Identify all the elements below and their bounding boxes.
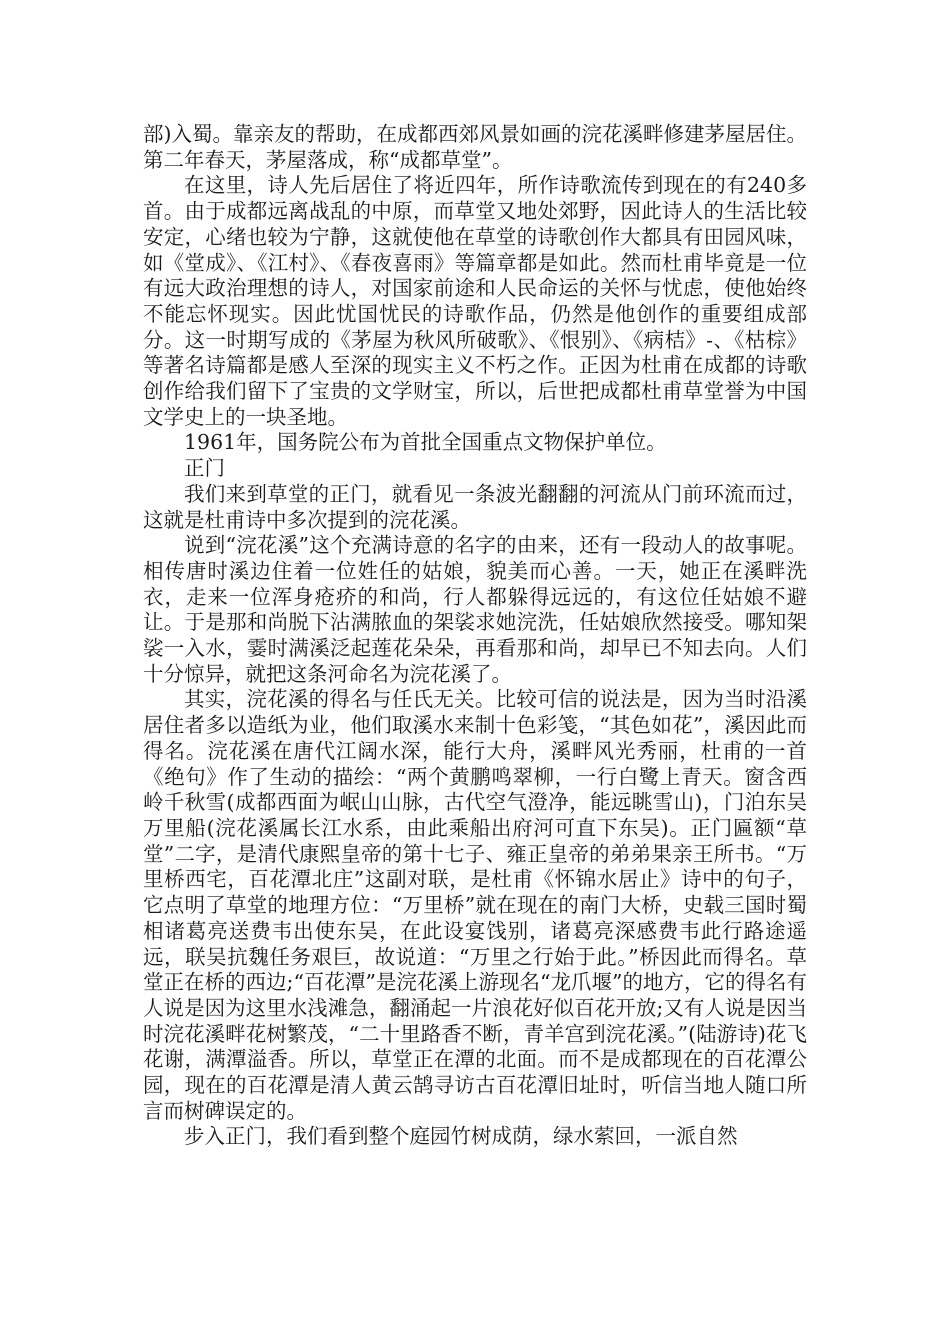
paragraph-continuation: 部)入蜀。靠亲友的帮助，在成都西郊风景如画的浣花溪畔修建茅屋居住。第二年春天，茅屋落成，称“成都草堂”。 bbox=[143, 122, 807, 172]
paragraph-huanhua-origin: 其实，浣花溪的得名与任氏无关。比较可信的说法是，因为当时沿溪居住者多以造纸为业，他们取溪水来制十色彩笺，“其色如花”，溪因此而得名。浣花溪在唐代江阔水深，能行大舟，溪畔风光秀丽，杜甫的一首《绝句》作了生动的描绘：“两个黄鹏鸣翠柳，一行白鹭上青天。窗含西岭千秋雪(成都西面为岷山山脉，古代空气澄净，能远眺雪山)，门泊东吴万里船(浣花溪属长江水系，由此乘船出府河可直下东吴)。正门匾额“草堂”二字，是清代康熙皇帝的第十七子、雍正皇帝的弟弟果亲王所书。“万里桥西宅，百花潭北庄”这副对联，是杜甫《怀锦水居止》诗中的句子，它点明了草堂的地理方位：“万里桥”就在现在的南门大桥，史载三国时蜀相诸葛亮送费韦出使东吴，在此设宴饯别，诸葛亮深感费韦此行路途遥远，联吴抗魏任务艰巨，故说道：“万里之行始于此。”桥因此而得名。草堂正在桥的西边;“百花潭”是浣花溪上游现名“龙爪堰”的地方，它的得名有人说是因为这里水浅滩急，翻涌起一片浪花好似百花开放;又有人说是因当时浣花溪畔花树繁茂，“二十里路香不断，青羊宫到浣花溪。”(陆游诗)花飞花谢，满潭溢香。所以，草堂正在潭的北面。而不是成都现在的百花潭公园，现在的百花潭是清人黄云鹄寻访古百花潭旧址时，听信当地人随口所言而树碑误定的。 bbox=[143, 687, 807, 1123]
paragraph-residence: 在这里，诗人先后居住了将近四年，所作诗歌流传到现在的有240多首。由于成都远离战乱的中原，而草堂又地处郊野，因此诗人的生活比较安定，心绪也较为宁静，这就使他在草堂的诗歌创作大都具有田园风味，如《堂成》、《江村》、《春夜喜雨》等篇章都是如此。然而杜甫毕竟是一位有远大政治理想的诗人，对国家前途和人民命运的关怀与忧虑，使他始终不能忘怀现实。因此忧国忧民的诗歌作品，仍然是他创作的重要组成部分。这一时期写成的《茅屋为秋风所破歌》、《恨别》、《病桔》-、《枯棕》等著名诗篇都是感人至深的现实主义不朽之作。正因为杜甫在成都的诗歌创作给我们留下了宝贵的文学财宝，所以，后世把成都杜甫草堂誉为中国文学史上的一块圣地。 bbox=[143, 173, 807, 429]
paragraph-heritage-status: 1961年，国务院公布为首批全国重点文物保护单位。 bbox=[184, 430, 667, 455]
paragraph-entering-gate: 步入正门，我们看到整个庭园竹树成荫，绿水萦回，一派自然 bbox=[184, 1124, 738, 1149]
document-body bbox=[143, 122, 807, 1150]
paragraph-main-gate: 我们来到草堂的正门，就看见一条波光翻翻的河流从门前环流而过，这就是杜甫诗中多次提到的浣花溪。 bbox=[143, 481, 807, 532]
paragraph-huanhua-legend: 说到“浣花溪”这个充满诗意的名字的由来，还有一段动人的故事呢。相传唐时溪边住着一位姓任的姑娘，貌美而心善。一天，她正在溪畔洗衣，走来一位浑身疮疥的和尚，行人都躲得远远的，有这位任姑娘不避让。于是那和尚脱下沾满脓血的架裟求她浣洗，任姑娘欣然接受。哪知架裟一入水，霎时满溪泛起莲花朵朵，再看那和尚，却早已不知去向。人们十分惊异，就把这条河命名为浣花溪了。 bbox=[143, 533, 807, 686]
section-heading-main-gate: 正门 bbox=[184, 456, 225, 481]
